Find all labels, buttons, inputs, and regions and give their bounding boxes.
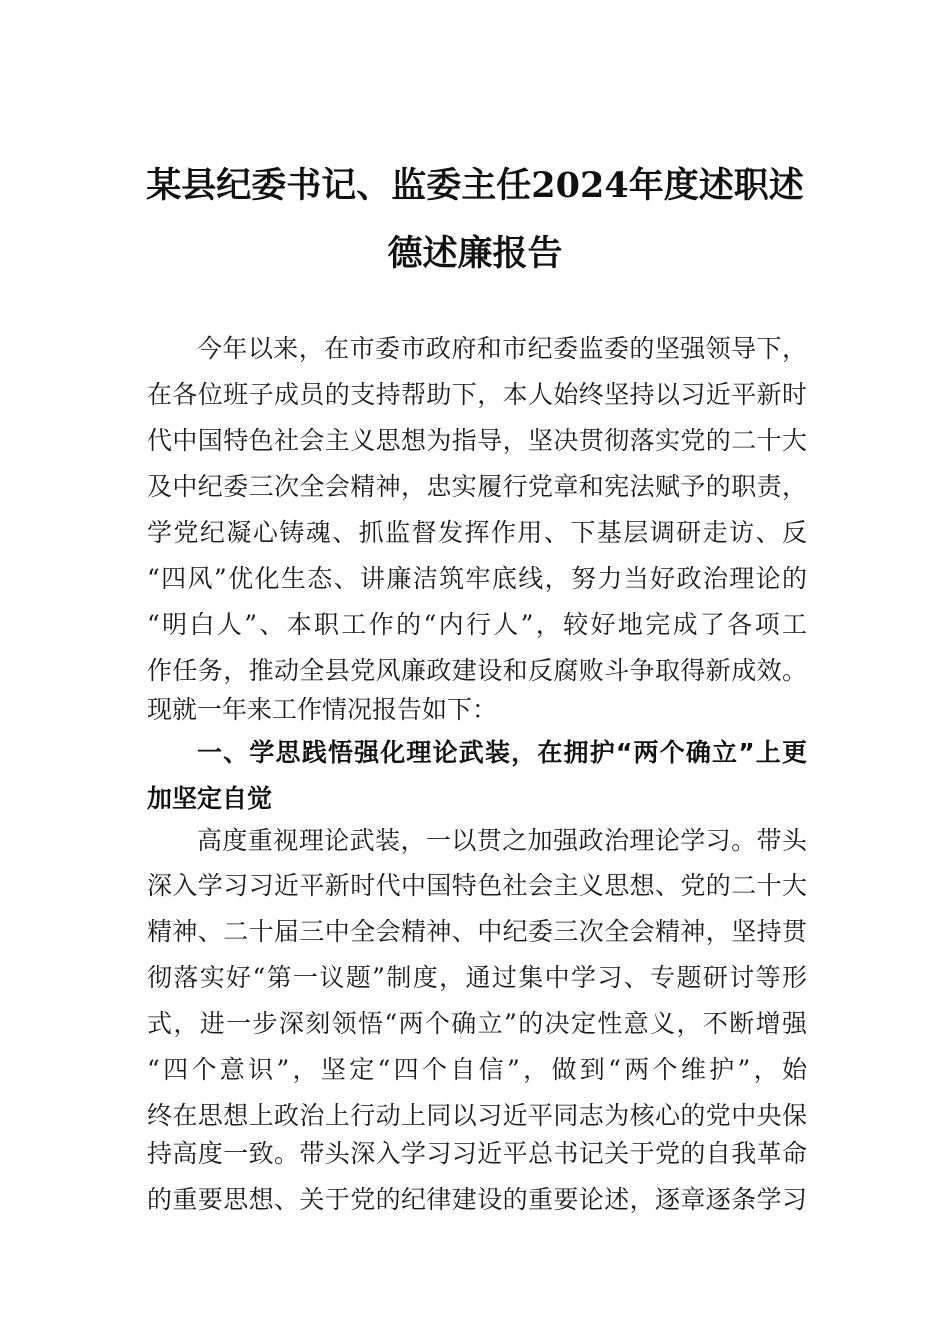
section-1-body-line: “四个意识”，坚定“四个自信”，做到“两个维护”，始 bbox=[147, 1055, 807, 1084]
intro-paragraph-line: 作任务，推动全县党风廉政建设和反腐败斗争取得新成效。 bbox=[147, 656, 807, 685]
intro-paragraph-line: 及中纪委三次全会精神，忠实履行党章和宪法赋予的职责， bbox=[147, 472, 807, 501]
document-title-line-2: 德述廉报告 bbox=[387, 233, 563, 274]
intro-paragraph-line: “四风”优化生态、讲廉洁筑牢底线，努力当好政治理论的 bbox=[147, 564, 807, 593]
section-1-body-line: 精神、二十届三中全会精神、中纪委三次全会精神，坚持贯 bbox=[147, 917, 807, 946]
intro-paragraph-line: 今年以来，在市委市政府和市纪委监委的坚强领导下， bbox=[197, 334, 807, 363]
section-1-heading-line: 一、学思践悟强化理论武装，在拥护“两个确立”上更 bbox=[197, 738, 807, 767]
section-1-body-line: 彻落实好“第一议题”制度，通过集中学习、专题研讨等形 bbox=[147, 963, 807, 992]
intro-paragraph-line: 代中国特色社会主义思想为指导，坚决贯彻落实党的二十大 bbox=[147, 426, 807, 455]
intro-paragraph-line: 在各位班子成员的支持帮助下，本人始终坚持以习近平新时 bbox=[147, 380, 807, 409]
section-1-heading-line: 加坚定自觉 bbox=[147, 784, 273, 813]
section-1-body-line: 持高度一致。带头深入学习习近平总书记关于党的自我革命 bbox=[147, 1139, 807, 1168]
section-1-body-line: 高度重视理论武装，一以贯之加强政治理论学习。带头 bbox=[197, 826, 807, 855]
section-1-body-line: 的重要思想、关于党的纪律建设的重要论述，逐章逐条学习 bbox=[147, 1185, 807, 1214]
section-1-body-line: 深入学习习近平新时代中国特色社会主义思想、党的二十大 bbox=[147, 871, 807, 900]
section-1-body-line: 式，进一步深刻领悟“两个确立”的决定性意义，不断增强 bbox=[147, 1009, 807, 1038]
intro-paragraph-line: 现就一年来工作情况报告如下： bbox=[147, 695, 498, 724]
intro-paragraph-line: “明白人”、本职工作的“内行人”，较好地完成了各项工 bbox=[147, 610, 807, 639]
document-title-line-1: 某县纪委书记、监委主任2024年度述职述 bbox=[146, 165, 804, 206]
intro-paragraph-line: 学党纪凝心铸魂、抓监督发挥作用、下基层调研走访、反 bbox=[147, 518, 807, 547]
section-1-body-line: 终在思想上政治上行动上同以习近平同志为核心的党中央保 bbox=[147, 1101, 807, 1130]
